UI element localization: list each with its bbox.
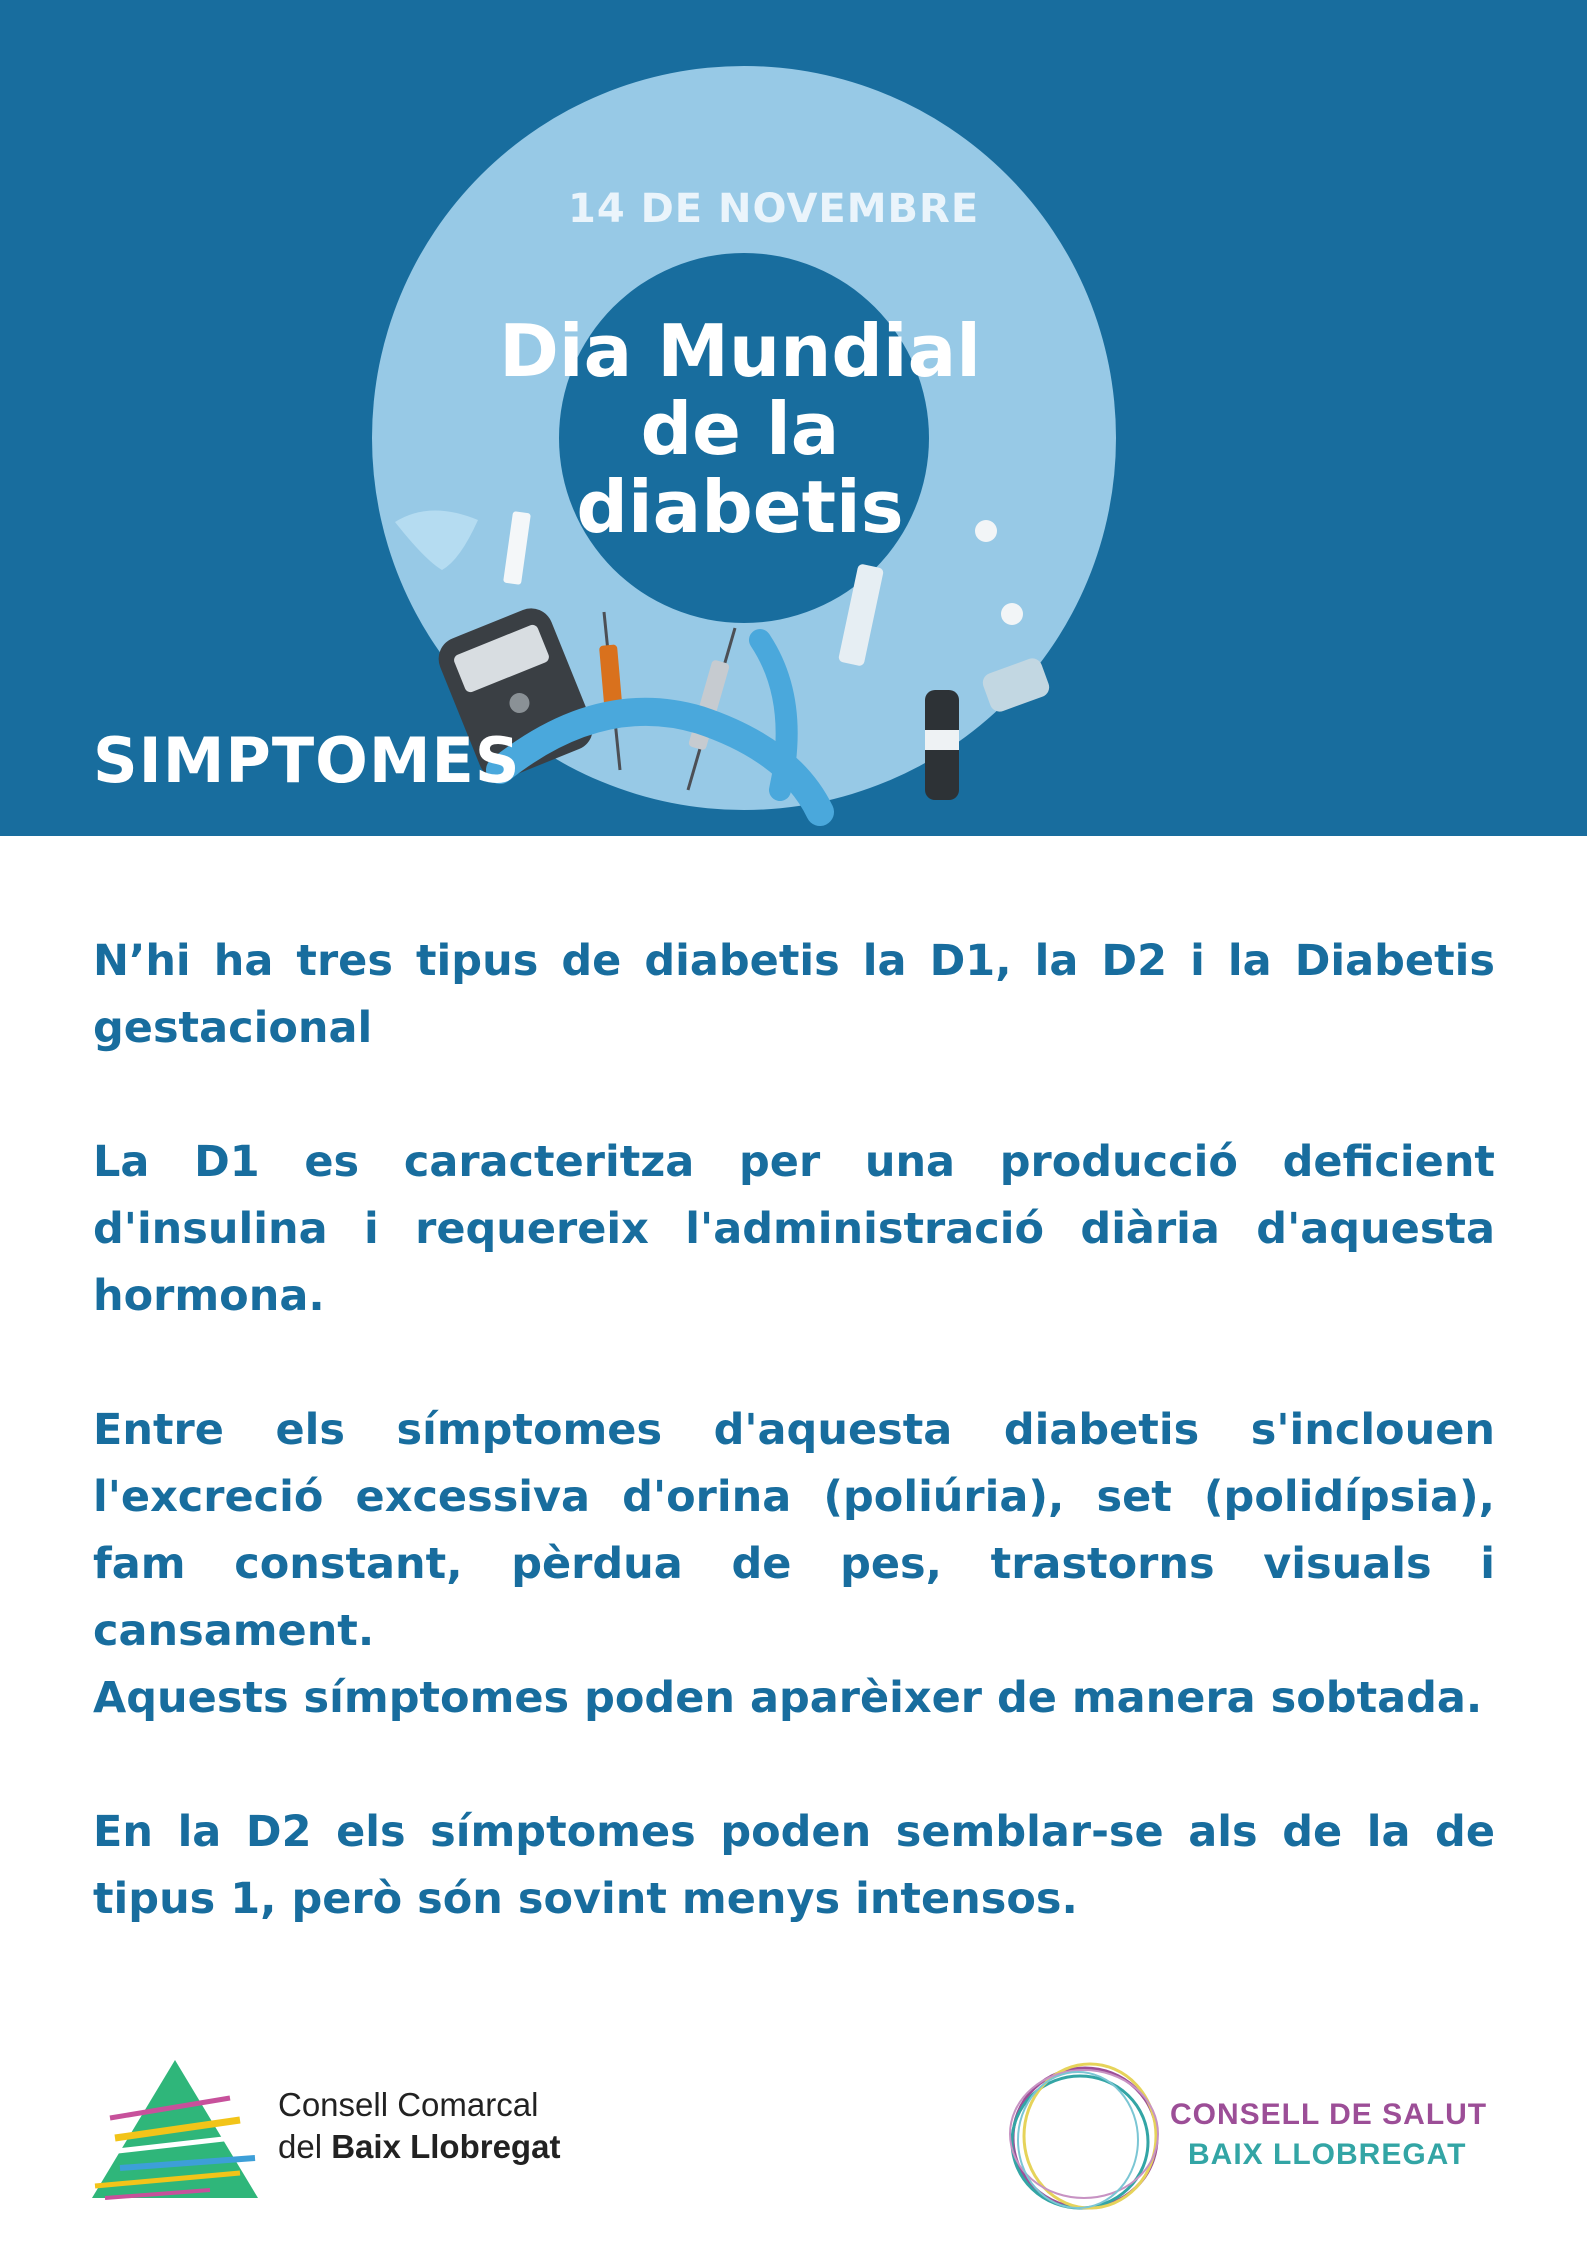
body-text [93,928,1495,2000]
line2-bold: Baix Llobregat [331,2128,561,2165]
paragraph-d2: En la D2 els símptomes poden semblar-se als de la de tipus 1, però són sovint menys intensos. [93,1807,1495,1924]
consell-salut-logo [1000,2058,1520,2218]
title-line-2: de la [640,387,840,471]
consell-comarcal-logo [90,2058,610,2208]
paragraph-symptoms: Entre els símptomes d'aquesta diabetis s'inclouen l'excreció excessiva d'orina (poliúria), set (polidípsia), fam constant, pèrdua de pes, trastorns visuals i cansament. [93,1405,1495,1656]
title-line-3: diabetis [576,465,904,549]
consell-comarcal-line2 [278,2126,560,2168]
triangle-logo-icon [90,2058,260,2208]
consell-salut-line1: CONSELL DE SALUT [1170,2098,1488,2131]
paragraph-types: N’hi ha tres tipus de diabetis la D1, la D2 i la Diabetis gestacional [93,936,1495,1053]
header-banner [0,0,1587,836]
circles-logo-icon [1000,2058,1170,2218]
consell-comarcal-line1: Consell Comarcal [278,2086,539,2123]
consell-salut-line2: BAIX LLOBREGAT [1188,2138,1467,2171]
event-title [470,309,1010,549]
title-line-1: Dia Mundial [499,309,981,393]
section-title: SIMPTOMES [93,724,521,797]
line2-prefix: del [278,2128,332,2165]
event-date: 14 DE NOVEMBRE [568,186,980,232]
consell-comarcal-name [278,2084,560,2168]
paragraph-d1: La D1 es caracteritza per una producció deficient d'insulina i requereix l'administració diària d'aquesta hormona. [93,1137,1495,1321]
paragraph-sudden: Aquests símptomes poden aparèixer de manera sobtada. [93,1673,1483,1723]
